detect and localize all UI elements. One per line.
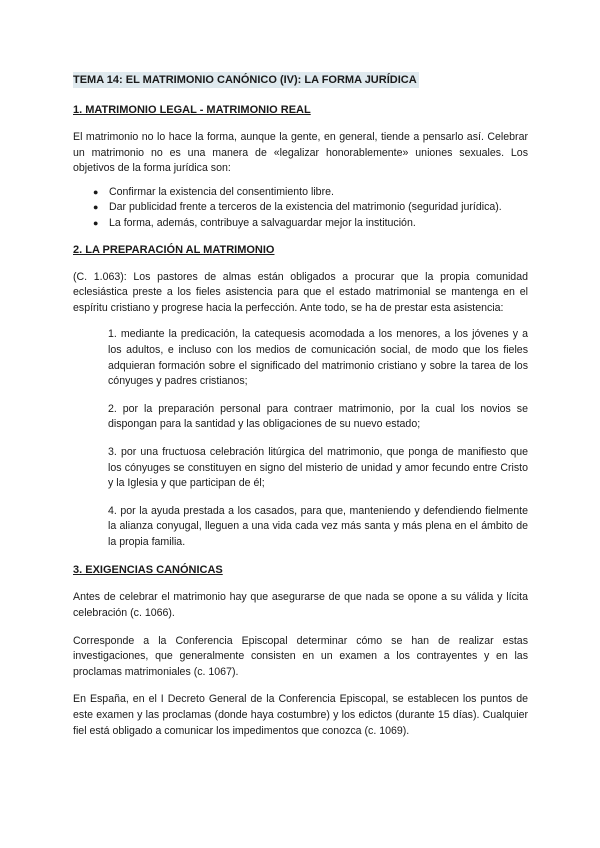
objectives-list [73,185,528,232]
document-title: TEMA 14: EL MATRIMONIO CANÓNICO (IV): LA FORMA JURÍDICA [73,74,417,86]
section-heading-2: 2. LA PREPARACIÓN AL MATRIMONIO [73,243,275,256]
section-3-paragraph: En España, en el I Decreto General de la Conferencia Episcopal, se establecen los puntos de este examen y las proclamas (donde haya costumbre) y los edictos (durante 15 días). Cualquier fiel está obligado a comunicar los impedimentos que conozca (c. 1069). [73,693,528,737]
list-item: ● Confirmar la existencia del consentimiento libre. [93,185,528,201]
assistance-item: 1. mediante la predicación, la catequesis acomodada a los menores, a los jóvenes y a los adultos, e incluso con los medios de comunicación social, de modo que los fieles adquieran formación sobre el significado del matrimonio cristiano y sobre la tarea de los cónyuges y padres cristianos; [108,328,528,388]
list-item: ● Dar publicidad frente a terceros de la existencia del matrimonio (seguridad jurídica). [93,200,528,216]
section-heading-1: 1. MATRIMONIO LEGAL - MATRIMONIO REAL [73,104,311,116]
bullet-icon: ● [93,186,99,197]
section-3-paragraph: Antes de celebrar el matrimonio hay que asegurarse de que nada se opone a su válida y lícita celebración (c. 1066). [73,591,528,620]
assistance-item: 4. por la ayuda prestada a los casados, para que, manteniendo y defendiendo fielmente la alianza conyugal, lleguen a una vida cada vez más santa y más plena en el ámbito de la propia familia. [108,504,528,548]
bullet-icon: ● [93,202,99,213]
assistance-items [108,327,528,550]
section-2-intro: (C. 1.063): Los pastores de almas están obligados a procurar que la propia comunidad eclesiástica preste a los fieles asistencia para que el estado matrimonial se mantenga en el espíritu cristiano y progrese hacia la perfección. Ante todo, se ha de prestar esta asistencia: [73,270,528,314]
list-item: ● La forma, además, contribuye a salvaguardar mejor la institución. [93,216,528,232]
section-3-paragraph: Corresponde a la Conferencia Episcopal determinar cómo se han de realizar estas investigaciones, que generalmente consisten en un examen a los contrayentes y en las proclamas matrimoniales (c. 1067). [73,634,528,678]
document-page [73,72,528,751]
bullet-icon: ● [93,217,99,228]
section-1-intro: El matrimonio no lo hace la forma, aunque la gente, en general, tiende a pensarlo así. Celebrar un matrimonio no es una manera de «legalizar honorablemente» uniones sexuales. Los objetivos de la forma jurídica son: [73,131,528,175]
section-heading-3: 3. EXIGENCIAS CANÓNICAS [73,564,223,577]
assistance-item: 3. por una fructuosa celebración litúrgica del matrimonio, que ponga de manifiesto que los cónyuges se constituyen en signo del misterio de unidad y amor fecundo entre Cristo y la Iglesia y que participan de él; [108,445,528,490]
assistance-item: 2. por la preparación personal para contraer matrimonio, por la cual los novios se dispongan para la santidad y las obligaciones de su nuevo estado; [108,402,528,431]
